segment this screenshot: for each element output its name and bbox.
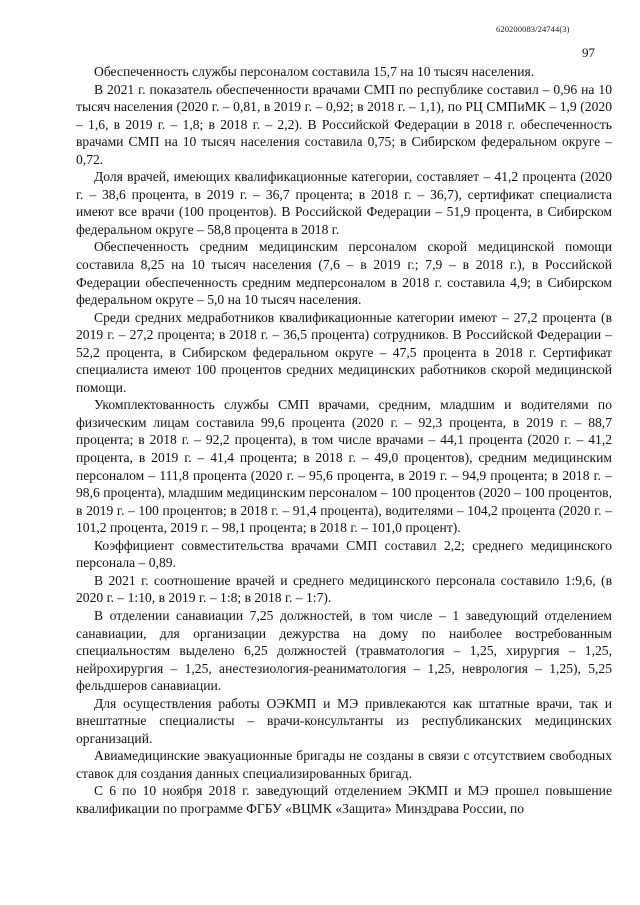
- paragraph: В 2021 г. соотношение врачей и среднего медицинского персонала составило 1:9,6, (в 2020 г. – 1:10, в 2019 г. – 1:8; в 2018 г. – 1:7).: [76, 572, 612, 606]
- paragraph: В 2021 г. показатель обеспеченности врачами СМП по республике составил – 0,96 на 10 тысяч населения (2020 г. – 0,81, в 2019 г. – 0,92; в 2018 г. – 1,1), по РЦ СМПиМК – 1,9 (2020 – 1,6, в 2019 г. – 1,8; в 2018 г. – 2,2). В Российской Федерации в 2018 г. обеспеченность врачами СМП на 10 тысяч населения составила 0,75; в Сибирском федеральном округе – 0,72.: [76, 81, 612, 167]
- paragraph: Авиамедицинские эвакуационные бригады не созданы в связи с отсутствием свободных ставок для создания данных специализированных бригад.: [76, 748, 612, 781]
- page-number: 97: [582, 45, 595, 60]
- paragraph: Для осуществления работы ОЭКМП и МЭ привлекаются как штатные врачи, так и внештатные специалисты – врачи-консультанты из республиканских медицинских организаций.: [76, 695, 612, 746]
- paragraph: В отделении санавиации 7,25 должностей, в том числе – 1 заведующий отделением санавиации, для организации дежурства на дому по наиболее востребованным специальностям выделено 6,25 должностей (травматология – 1,25, хирургия – 1,25, нейрохирургия – 1,25, анестезиология-реаниматология – 1,25, неврология – 1,25), 5,25 фельдшеров санавиации.: [76, 607, 612, 694]
- document-code: 620200083/24744(3): [496, 24, 570, 34]
- paragraph: Коэффициент совместительства врачами СМП составил 2,2; среднего медицинского персонала – 0,89.: [76, 537, 612, 571]
- paragraph: Доля врачей, имеющих квалификационные категории, составляет – 41,2 процента (2020 г. – 38,6 процента, в 2019 г. – 36,7 процента; в 2018 г. – 36,7), сертификат специалиста имеют все врачи (100 процентов). В Российской Федерации – 51,9 процента, в Сибирском федеральном округе – 58,8 процента в 2018 г.: [76, 169, 612, 237]
- paragraph: Обеспеченность службы персоналом составила 15,7 на 10 тысяч населения.: [94, 64, 535, 79]
- paragraph: Среди средних медработников квалификационные категории имеют – 27,2 процента (в 2019 г. – 27,2 процента; в 2018 г. – 36,5 процента) сотрудников. В Российской Федерации – 52,2 процента, в Сибирском федеральном округе – 47,5 процента в 2018 г. Сертификат специалиста имеют 100 процентов средних медицинских работников скорой медицинской помощи.: [76, 309, 612, 395]
- paragraph: Укомплектованность службы СМП врачами, средним, младшим и водителями по физическим лицам составила 99,6 процента (2020 г. – 92,3 процента, в 2019 г. – 88,7 процента; в 2018 г. – 92,2 процента), в том числе врачами – 44,1 процента (2020 г. – 41,2 процента, в 2019 г. – 41,4 процента; в 2018 г. – 49,0 процентов), средним медицинским персоналом – 111,8 процента (2020 г. – 95,6 процента, в 2019 г. – 94,9 процента; в 2018 г. – 98,6 процента), младшим медицинским персоналом – 100 процентов (2020 – 100 процентов, в 2019 г. – 100 процентов; в 2018 г. – 91,4 процента), водителями – 104,2 процента (2020 г. – 101,2 процента, 2019 г. – 98,1 процента; в 2018 г. – 101,0 процент).: [76, 397, 612, 536]
- paragraph: Обеспеченность средним медицинским персоналом скорой медицинской помощи составила 8,25 на 10 тысяч населения (7,6 – в 2019 г.; 7,9 – в 2018 г.), в Российской Федерации обеспеченность средним медперсоналом в 2018 г. составила 4,9; в Сибирском федеральном округе – 5,0 на 10 тысяч населения.: [76, 239, 612, 308]
- body-text: [76, 63, 612, 818]
- paragraph: С 6 по 10 ноября 2018 г. заведующий отделением ЭКМП и МЭ прошел повышение квалификации по программе ФГБУ «ВЦМК «Защита» Минздрава России, по: [76, 783, 612, 816]
